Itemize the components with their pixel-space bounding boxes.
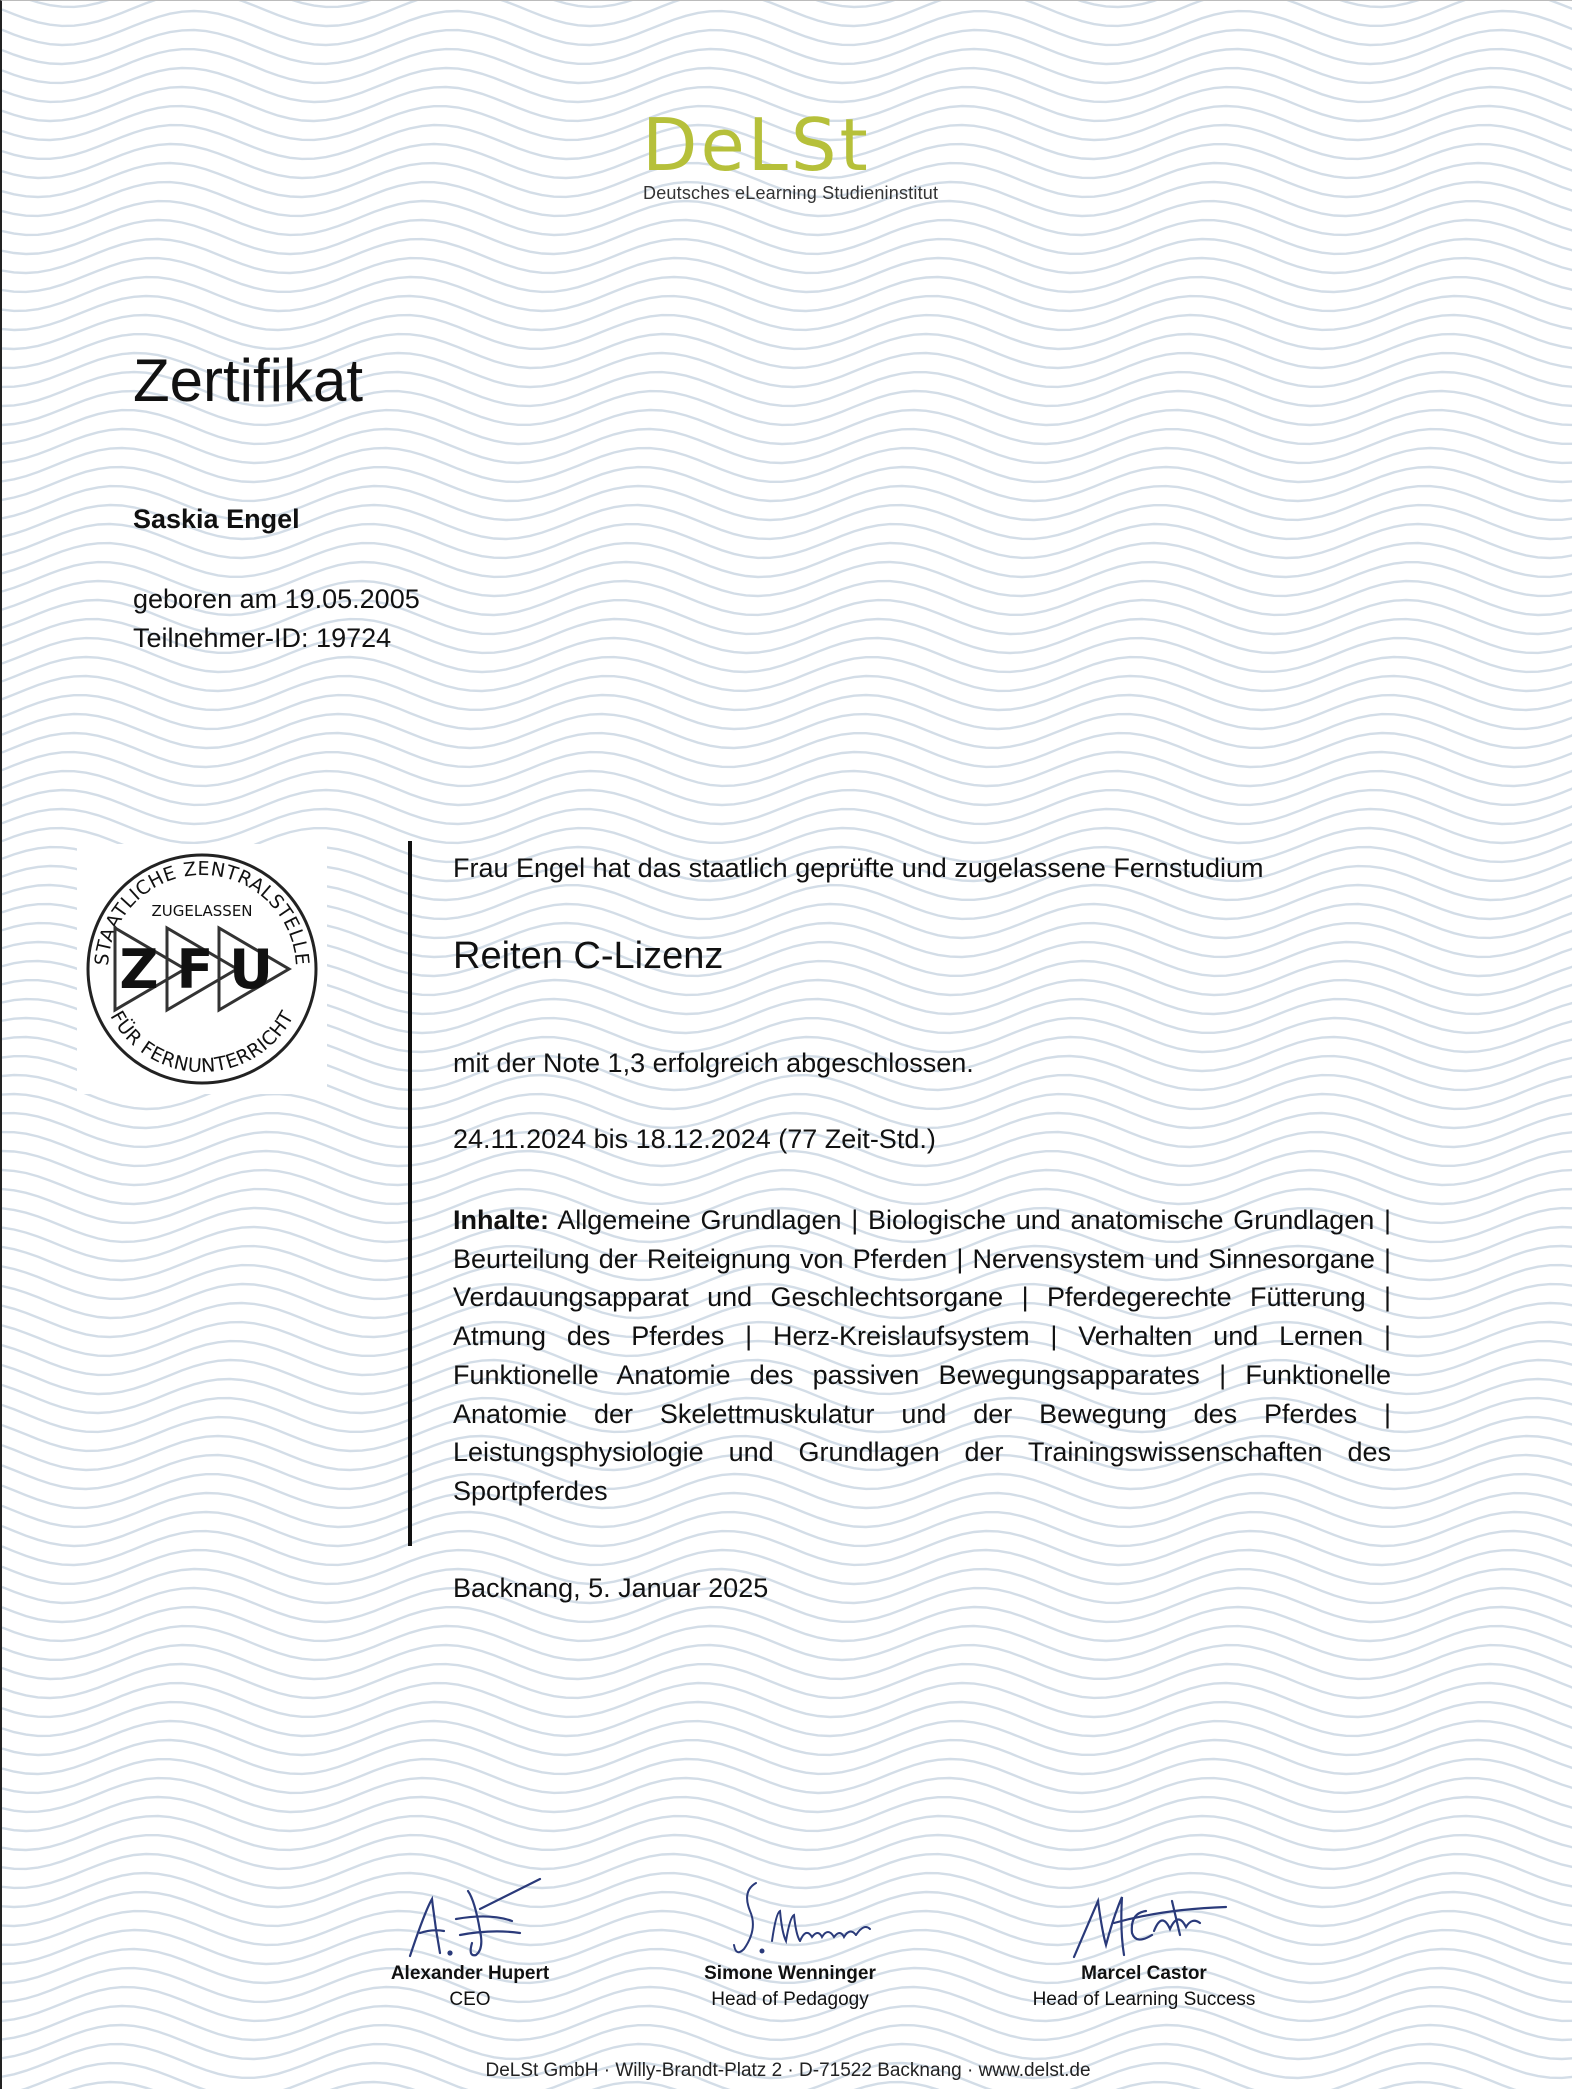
signature-castor-icon: [1054, 1871, 1234, 1961]
birth-date: geboren am 19.05.2005: [133, 584, 420, 614]
wave-line: [2, 1778, 1572, 1812]
wave-line: [2, 239, 1572, 273]
wave-line: [2, 315, 1572, 349]
intro-text: Frau Engel hat das staatlich geprüfte und zugelassene Fernstudium: [453, 853, 1264, 883]
wave-line: [2, 220, 1572, 254]
wave-line: [2, 467, 1572, 501]
footer-address: DeLSt GmbH · Willy-Brandt-Platz 2 · D-71522 Backnang · www.delst.de: [485, 2060, 1091, 2081]
wave-line: [2, 1607, 1572, 1641]
signature-ceo: [320, 1871, 620, 2011]
recipient-name: Saskia Engel: [133, 504, 300, 534]
signer-name: Marcel Castor: [1081, 1963, 1207, 1984]
wave-line: [2, 296, 1572, 330]
signature-wenninger-icon: [700, 1871, 880, 1961]
signature-learning-success: [994, 1871, 1294, 2011]
signer-name: Simone Wenninger: [704, 1963, 876, 1984]
course-contents: [453, 1201, 1391, 1511]
signature-pedagogy: [640, 1871, 940, 2011]
wave-line: [2, 448, 1572, 482]
signer-role: CEO: [449, 1989, 491, 2010]
zfu-seal-icon: [77, 844, 327, 1094]
wave-line: [2, 68, 1572, 102]
wave-line: [2, 2006, 1572, 2040]
wave-line: [2, 2025, 1572, 2059]
grade-line: mit der Note 1,3 erfolgreich abgeschlossen.: [453, 1048, 974, 1078]
wave-line: [2, 1664, 1572, 1698]
seal-letter-z: Z: [119, 938, 159, 1001]
wave-line: [2, 771, 1572, 805]
seal-letter-f: F: [176, 938, 214, 1001]
recipient-info: [133, 580, 420, 658]
wave-line: [2, 809, 1572, 843]
signer-role: Head of Learning Success: [1032, 1989, 1256, 2010]
delst-logo: DeLSt: [642, 103, 871, 187]
signer-role: Head of Pedagogy: [711, 1989, 869, 2010]
wave-line: [2, 201, 1572, 235]
participant-id: Teilnehmer-ID: 19724: [133, 623, 392, 653]
seal-arc-top: STAATLICHE ZENTRALSTELLE: [90, 857, 314, 967]
wave-line: [2, 1094, 1572, 1128]
seal-approved-text: ZUGELASSEN: [151, 902, 253, 920]
wave-line: [2, 410, 1572, 444]
contents-label: Inhalte:: [453, 1205, 550, 1235]
wave-line: [2, 1, 1572, 26]
wave-line: [2, 1151, 1572, 1185]
wave-line: [2, 1816, 1572, 1850]
wave-line: [2, 1, 1572, 7]
svg-text:FÜR FERNUNTERRICHT: [106, 1007, 299, 1077]
wave-line: [2, 429, 1572, 463]
wave-line: [2, 1721, 1572, 1755]
contents-text: Allgemeine Grundlagen | Biologische und anatomische Grundlagen | Beurteilung der Reiteignung von Pferden | Nervensystem und Sinnesorgane | Verdauungsapparat und Geschlechtsorgane | Pferdegerechte Fütterung | Atmung des Pferdes | Herz-Kreislaufsystem | Verhalten und Lernen | Funktionelle Anatomie des passiven Bewegungsapparates | Funktionelle Anatomie der Skelettmuskulatur und der Bewegung des Pferdes | Leistungsphysiologie und Grundlagen der Trainingswissenschaften des Sportpferdes: [453, 1205, 1392, 1506]
signer-name: Alexander Hupert: [390, 1963, 550, 1984]
wave-line: [2, 49, 1572, 83]
wave-line: [2, 1512, 1572, 1546]
wave-line: [2, 1626, 1572, 1660]
wave-line: [2, 1645, 1572, 1679]
place-date: Backnang, 5. Januar 2025: [453, 1573, 769, 1603]
logo-tagline: Deutsches eLearning Studieninstitut: [643, 183, 939, 203]
wave-line: [2, 1170, 1572, 1204]
course-title: Reiten C-Lizenz: [453, 935, 724, 977]
wave-line: [2, 790, 1572, 824]
signature-hupert-icon: [380, 1871, 560, 1961]
wave-line: [2, 1759, 1572, 1793]
wave-line: [2, 752, 1572, 786]
wave-line: [2, 657, 1572, 691]
course-dates: 24.11.2024 bis 18.12.2024 (77 Zeit-Std.): [453, 1124, 936, 1154]
wave-line: [2, 1797, 1572, 1831]
certificate-title: Zertifikat: [133, 347, 364, 414]
wave-line: [2, 1740, 1572, 1774]
vertical-divider: [408, 841, 412, 1546]
seal-arc-bottom: FÜR FERNUNTERRICHT: [105, 1007, 299, 1078]
seal-letter-u: U: [229, 938, 273, 1001]
